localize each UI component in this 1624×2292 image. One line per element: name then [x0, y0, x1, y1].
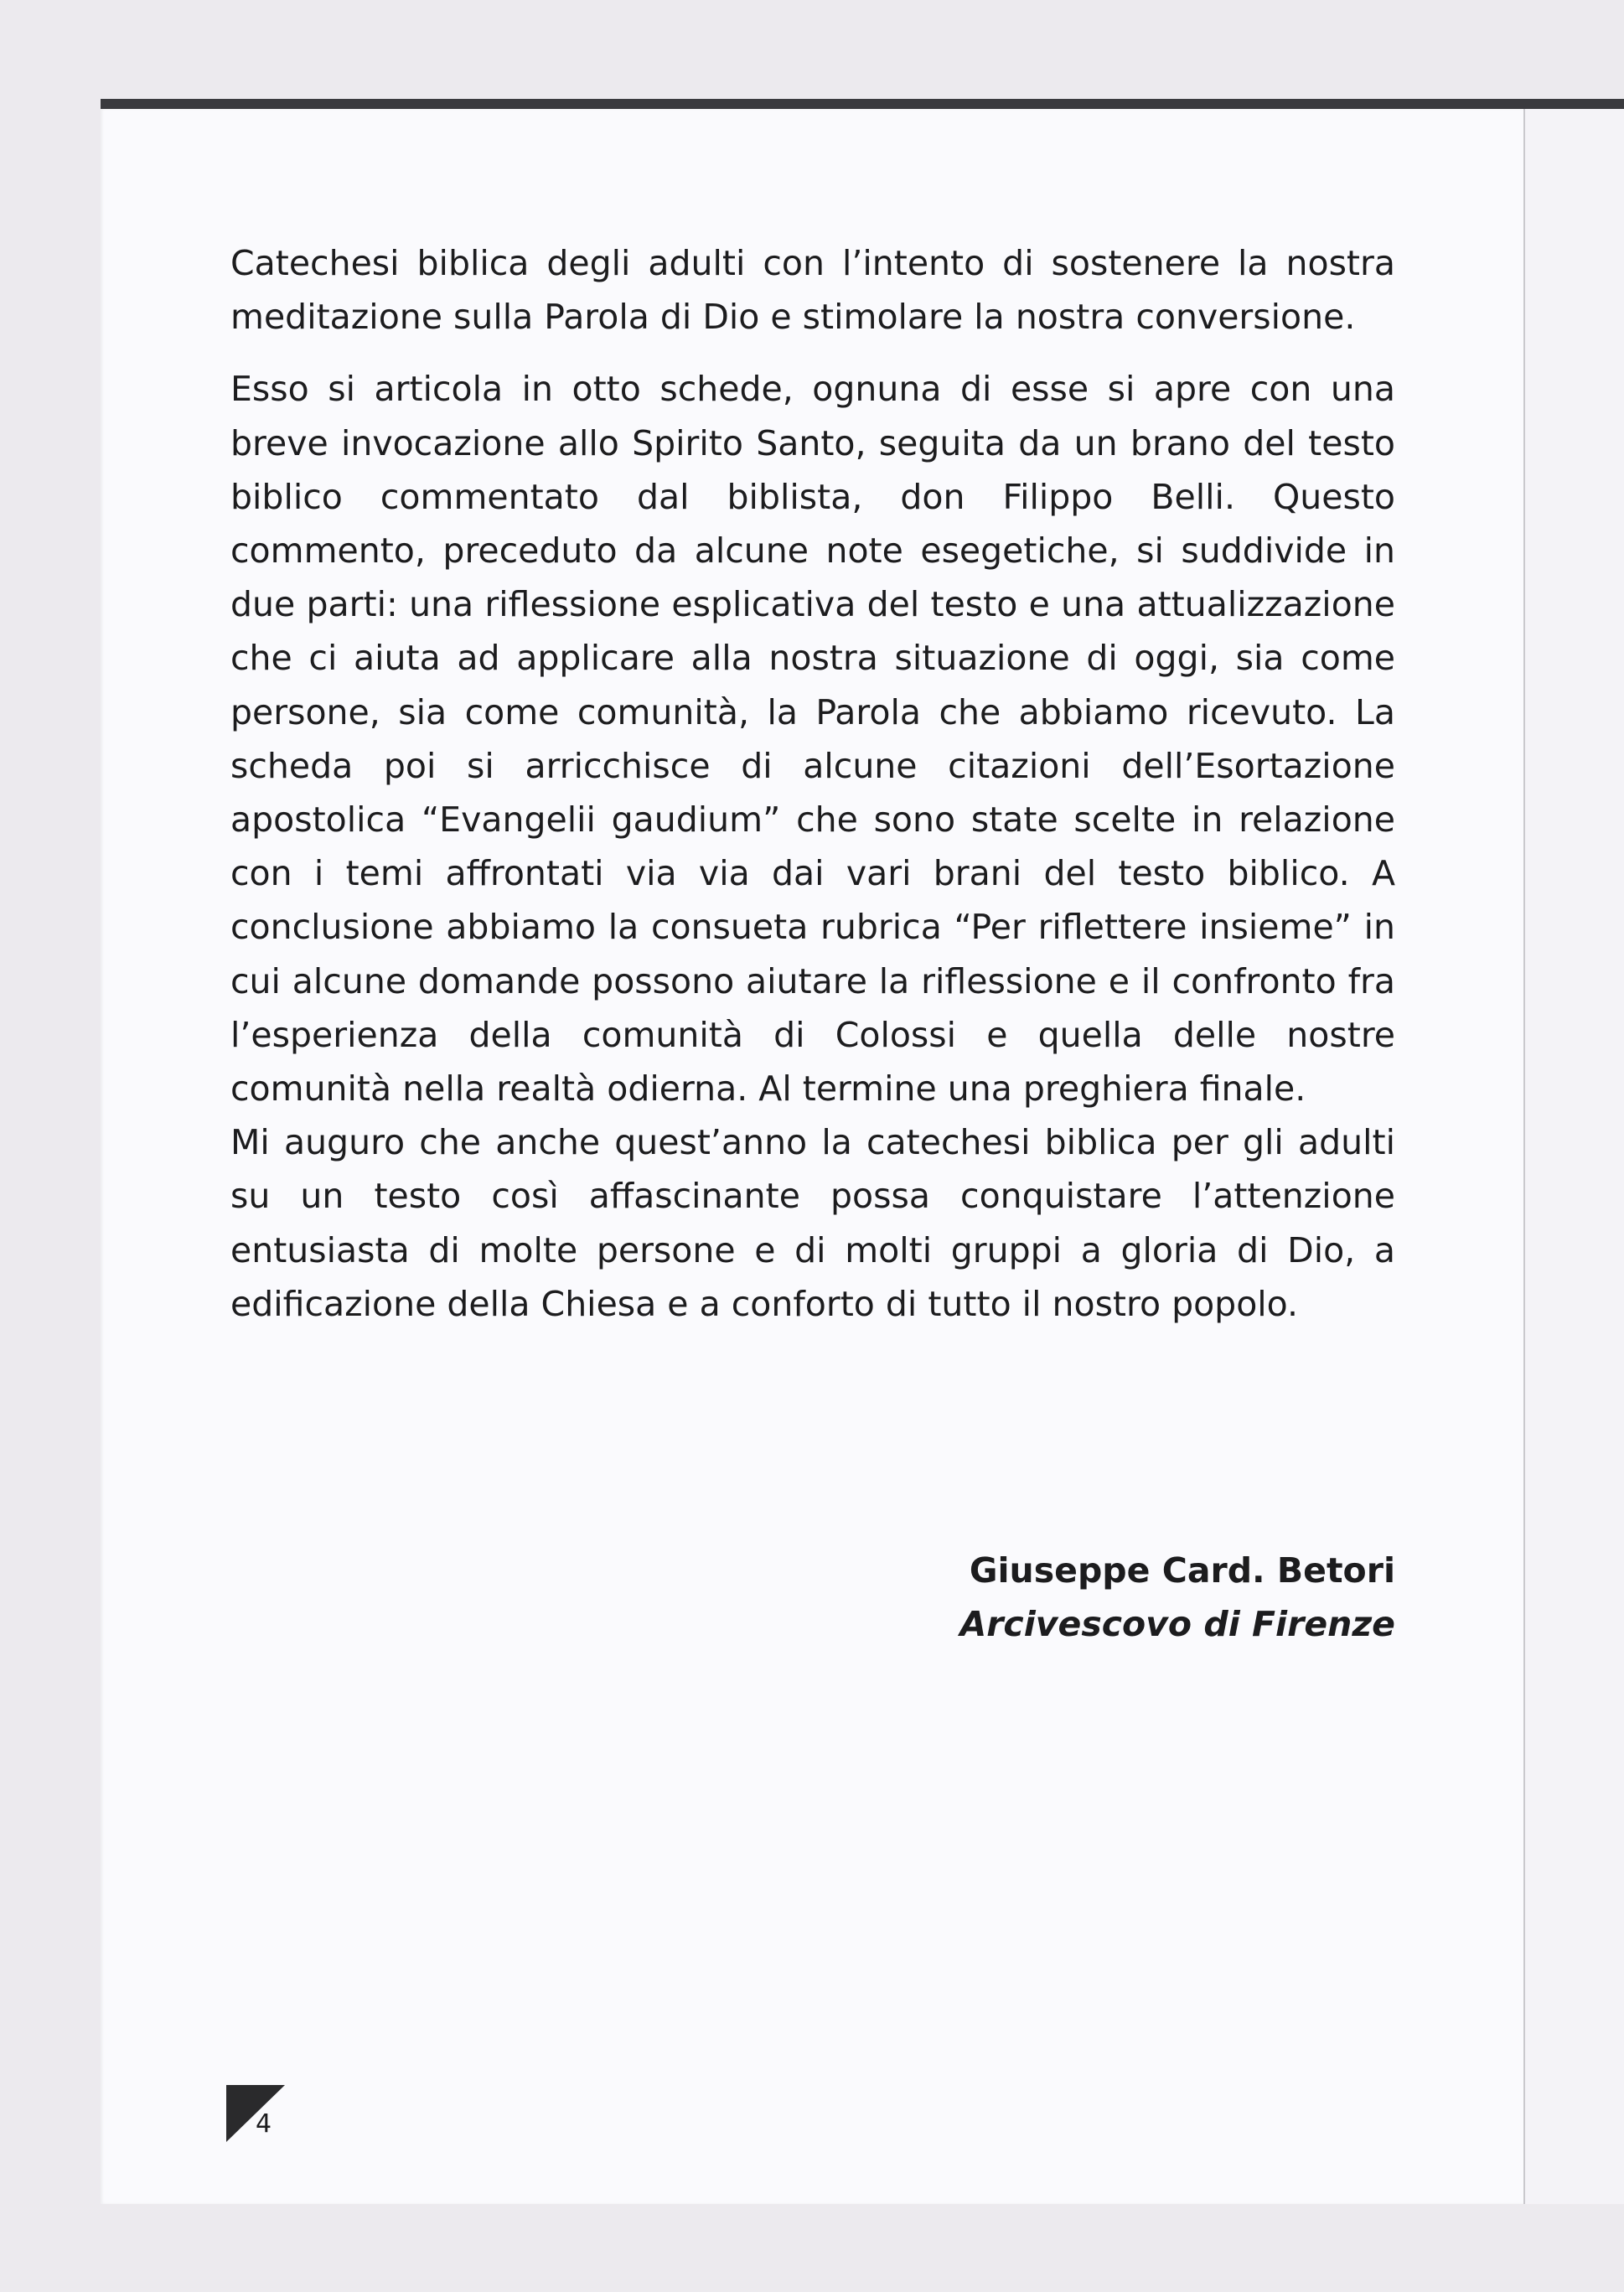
paragraph-3: Mi auguro che anche quest’anno la catechesi biblica per gli adulti su un testo così affascinante possa conquistare l’attenzione entusiasta di molte persone e di molti gruppi a gloria di Dio, a edificazione della Chiesa e a conforto di tutto il nostro popolo. — [230, 1122, 1395, 1324]
body-text — [230, 236, 1395, 1349]
paragraph-2: Esso si articola in otto schede, ognuna di esse si apre con una breve invocazione allo Spirito Santo, seguita da un brano del testo biblico commentato dal biblista, don Filippo Belli. Questo commento, preceduto da alcune note esegetiche, si suddivide in due parti: una riflessione esplicativa del testo e una attualizzazione che ci aiuta ad applicare alla nostra situazione di oggi, sia come persone, sia come comunità, la Parola che abbiamo ricevuto. La scheda poi si arricchisce di alcune citazioni dell’Esortazione apostolica “Evangelii gaudium” che sono state scelte in relazione con i temi affrontati via via dai vari brani del testo biblico. A conclusione abbiamo la consueta rubrica “Per riflettere insieme” in cui alcune domande possono aiutare la riflessione e il confronto fra l’esperienza della comunità di Colossi e quella delle nostre comunità nella realtà odierna. Al termine una preghiera finale. — [230, 369, 1395, 1110]
next-page-edge — [1523, 109, 1624, 2204]
signature-block — [959, 1544, 1395, 1651]
signature-name: Giuseppe Card. Betori — [969, 1550, 1395, 1591]
signature-title: Arcivescovo di Firenze — [959, 1604, 1395, 1644]
paragraph-1: Catechesi biblica degli adulti con l’intento di sostenere la nostra meditazione sulla Parola di Dio e stimolare la nostra conversione. — [230, 243, 1395, 338]
page-number: 4 — [256, 2109, 272, 2139]
